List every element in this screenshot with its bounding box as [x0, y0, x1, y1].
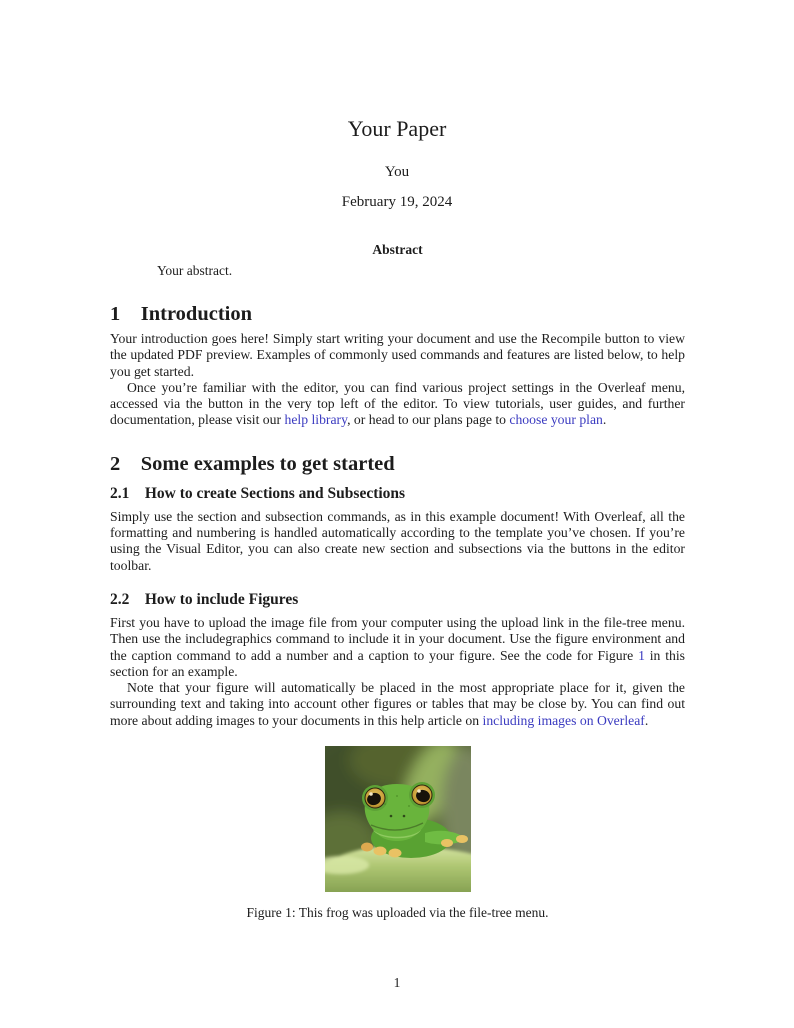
paper-title: Your Paper — [347, 116, 447, 141]
figures-paragraph-2 — [110, 680, 685, 729]
subsection-2-1-heading — [110, 485, 685, 503]
section-2-heading — [110, 452, 685, 476]
subsection-2-2-title: How to include Figures — [144, 590, 299, 608]
figures-paragraph-1 — [110, 615, 685, 680]
intro-p2-text-2: , or head to our plans page to — [347, 412, 510, 428]
section-2-title: Some examples to get started — [140, 452, 395, 475]
intro-paragraph-2 — [110, 380, 685, 429]
intro-p2-text-1: Once you’re familiar with the editor, you can find various project settings in the Overleaf menu, accessed via the button in the very top left of the editor. To view tutorials, user guides, and further documentation, please visit our — [110, 379, 685, 428]
frog-photo — [325, 746, 471, 892]
choose-your-plan-link[interactable]: choose your plan — [509, 412, 603, 428]
section-1-heading — [110, 302, 685, 326]
figures-p1-text-2: in this section for an example. — [110, 647, 685, 679]
help-library-link[interactable]: help library — [284, 412, 348, 428]
figures-p2-text-1: Note that your figure will automatically be placed in the most appropriate place for it, given the surrounding text and taking into account other figures or tables that may be close by. You can find out more about adding images to your documents in this help article on — [110, 680, 685, 728]
intro-paragraph-1: Your introduction goes here! Simply start writing your document and use the Recompile button to view the updated PDF preview. Examples of commonly used commands and features are listed below, to help you get started. — [110, 331, 685, 379]
figure-1-caption: Figure 1: This frog was uploaded via the file-tree menu. — [246, 905, 549, 921]
section-2-number: 2 — [110, 452, 121, 475]
page-body — [110, 242, 685, 921]
subsection-2-2-number: 2.2 — [110, 590, 130, 608]
page-number: 1 — [393, 975, 401, 990]
intro-p2-text-3: . — [602, 412, 607, 428]
abstract-heading: Abstract — [372, 242, 423, 257]
paper-date: February 19, 2024 — [341, 194, 453, 210]
figure-1 — [110, 746, 685, 921]
abstract-text: Your abstract. — [157, 263, 233, 278]
subsection-2-2-heading — [110, 591, 685, 609]
figures-p1-text-1: First you have to upload the image file from your computer using the upload link in the file-tree menu. Then use the includegraphics command to include it in your document. Use the figure environment and the caption command to add a number and a caption to your figure. See the code for Figure — [110, 614, 685, 663]
section-1-number: 1 — [110, 303, 121, 325]
subsection-2-1-title: How to create Sections and Subsections — [144, 484, 406, 502]
figure-1-ref-link[interactable]: 1 — [638, 647, 645, 663]
section-1-title: Introduction — [140, 303, 253, 325]
subsection-2-1-number: 2.1 — [110, 484, 130, 502]
figures-p2-text-2: . — [644, 712, 649, 728]
sections-paragraph: Simply use the section and subsection commands, as in this example document! With Overleaf, all the formatting and numbering is handled automatically according to the template you’ve chosen. If you’re using the Visual Editor, you can also create new section and subsections via the buttons in the editor toolbar. — [110, 508, 685, 573]
including-images-link[interactable]: including images on Overleaf — [482, 712, 645, 728]
paper-author: You — [384, 164, 410, 180]
